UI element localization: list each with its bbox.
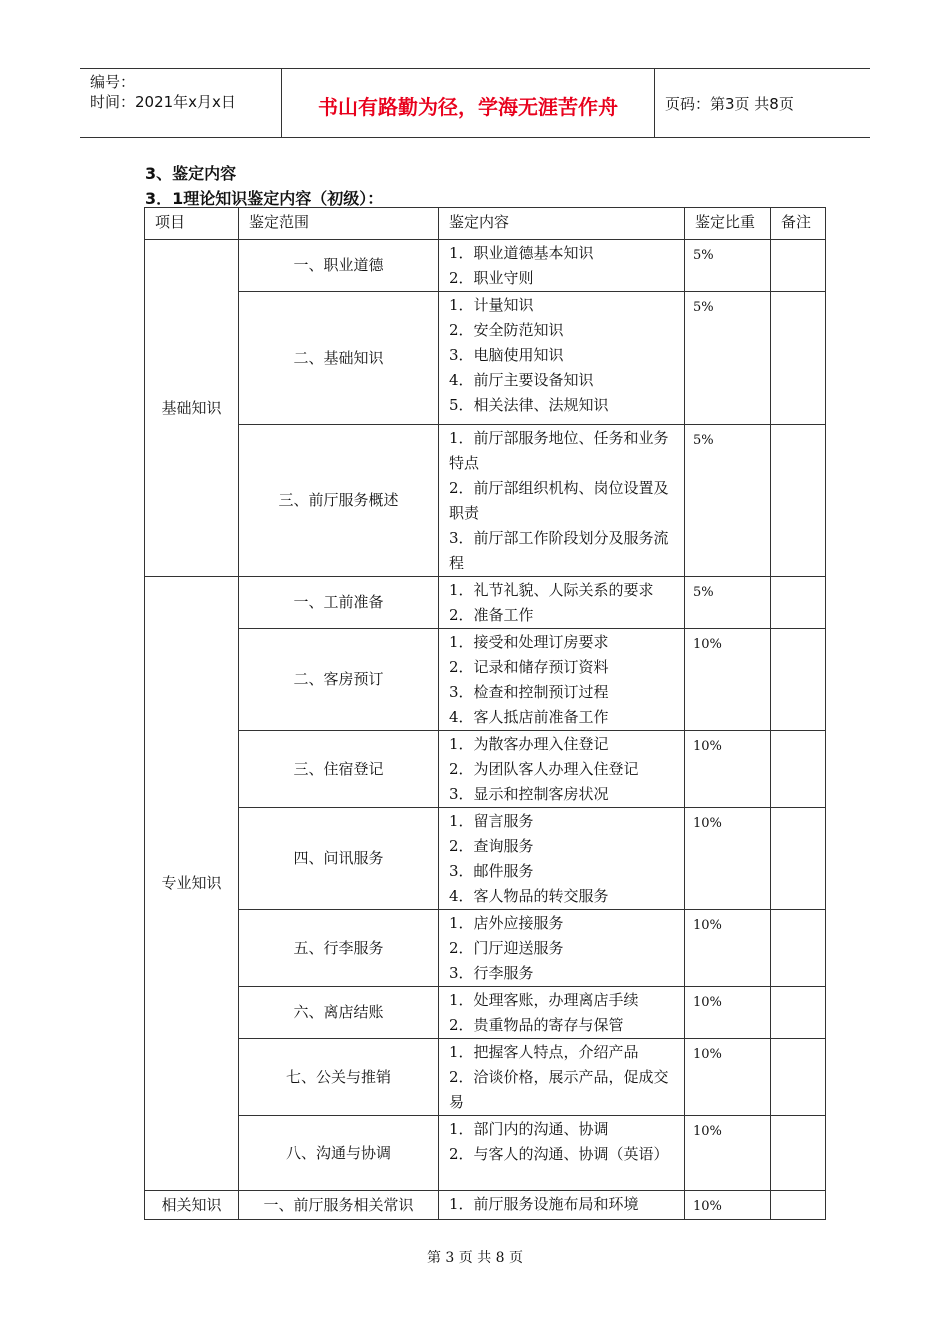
- content-line: 4．前厅主要设备知识: [449, 371, 594, 389]
- weight-cell: 10%: [685, 808, 771, 910]
- document-number-label: 编号：: [90, 73, 136, 91]
- header-page-number: 页码：第3页 共8页: [665, 95, 794, 113]
- content-line: 1．部门内的沟通、协调: [449, 1120, 609, 1138]
- content-line: 1．为散客办理入住登记: [449, 735, 609, 753]
- range-cell: 五、行李服务: [239, 910, 439, 987]
- table-row: [145, 240, 826, 292]
- content-cell: [439, 1191, 685, 1220]
- header-remarks: 备注: [771, 208, 826, 240]
- table-row: [145, 292, 826, 425]
- document-date-label: 时间：2021年x月x日: [90, 93, 236, 111]
- header-content: 鉴定内容: [439, 208, 685, 240]
- content-line: 2．职业守则: [449, 269, 534, 287]
- content-cell: [439, 240, 685, 292]
- weight-cell: 5%: [685, 292, 771, 425]
- table-header-row: [145, 208, 826, 240]
- remarks-cell: [771, 1116, 826, 1191]
- range-cell: 三、前厅服务概述: [239, 425, 439, 577]
- range-cell: 四、问讯服务: [239, 808, 439, 910]
- content-line: 3．行李服务: [449, 964, 534, 982]
- weight-cell: 10%: [685, 1039, 771, 1116]
- weight-cell: 10%: [685, 1116, 771, 1191]
- remarks-cell: [771, 731, 826, 808]
- content-line: 3．检查和控制预订过程: [449, 683, 609, 701]
- range-cell: 六、离店结账: [239, 987, 439, 1039]
- content-cell: [439, 425, 685, 577]
- content-line: 1．留言服务: [449, 812, 534, 830]
- range-cell: 一、前厅服务相关常识: [239, 1191, 439, 1220]
- table-row: [145, 910, 826, 987]
- table-row: [145, 1191, 826, 1220]
- content-line: 2．查询服务: [449, 837, 534, 855]
- weight-cell: 10%: [685, 910, 771, 987]
- table-row: [145, 808, 826, 910]
- content-line: 1．礼节礼貌、人际关系的要求: [449, 581, 654, 599]
- weight-cell: 10%: [685, 629, 771, 731]
- content-cell: [439, 292, 685, 425]
- content-line: 3．显示和控制客房状况: [449, 785, 609, 803]
- content-line: 4．客人物品的转交服务: [449, 887, 609, 905]
- remarks-cell: [771, 240, 826, 292]
- range-cell: 七、公关与推销: [239, 1039, 439, 1116]
- range-cell: 八、沟通与协调: [239, 1116, 439, 1191]
- remarks-cell: [771, 910, 826, 987]
- content-line: 1．接受和处理订房要求: [449, 633, 609, 651]
- content-line: 1．计量知识: [449, 296, 534, 314]
- content-line: 1．职业道德基本知识: [449, 244, 594, 262]
- remarks-cell: [771, 292, 826, 425]
- weight-cell: 5%: [685, 240, 771, 292]
- content-line: 3．电脑使用知识: [449, 346, 564, 364]
- content-cell: [439, 808, 685, 910]
- remarks-cell: [771, 1039, 826, 1116]
- content-line: 2．安全防范知识: [449, 321, 564, 339]
- content-line: 2．记录和储存预订资料: [449, 658, 609, 676]
- content-line: 2．与客人的沟通、协调（英语）: [449, 1145, 669, 1163]
- weight-cell: 10%: [685, 987, 771, 1039]
- content-line: 2．为团队客人办理入住登记: [449, 760, 639, 778]
- header-motto-cell: [282, 69, 655, 137]
- header-page-cell: [655, 69, 870, 137]
- table-row: [145, 577, 826, 629]
- content-cell: [439, 987, 685, 1039]
- content-line: 1．前厅部服务地位、任务和业务特点: [449, 429, 669, 472]
- table-row: [145, 1116, 826, 1191]
- content-cell: [439, 577, 685, 629]
- range-cell: 一、职业道德: [239, 240, 439, 292]
- range-cell: 二、基础知识: [239, 292, 439, 425]
- weight-cell: 5%: [685, 577, 771, 629]
- remarks-cell: [771, 425, 826, 577]
- content-cell: [439, 910, 685, 987]
- table-row: [145, 629, 826, 731]
- content-line: 1．前厅服务设施布局和环境: [449, 1195, 639, 1213]
- subsection-title: 3．1理论知识鉴定内容（初级）：: [145, 189, 384, 208]
- table-row: [145, 425, 826, 577]
- weight-cell: 10%: [685, 1191, 771, 1220]
- table-row: [145, 731, 826, 808]
- range-cell: 二、客房预订: [239, 629, 439, 731]
- remarks-cell: [771, 577, 826, 629]
- header-item: 项目: [145, 208, 239, 240]
- range-cell: 三、住宿登记: [239, 731, 439, 808]
- weight-cell: 10%: [685, 731, 771, 808]
- content-cell: [439, 1039, 685, 1116]
- assessment-table: [144, 207, 826, 1220]
- category-cell: 相关知识: [145, 1191, 239, 1220]
- content-cell: [439, 1116, 685, 1191]
- content-line: 2．门厅迎送服务: [449, 939, 564, 957]
- range-cell: 一、工前准备: [239, 577, 439, 629]
- content-line: 2．贵重物品的寄存与保管: [449, 1016, 624, 1034]
- content-line: 3．邮件服务: [449, 862, 534, 880]
- content-line: 2．前厅部组织机构、岗位设置及职责: [449, 479, 669, 522]
- page-header: [80, 68, 870, 138]
- remarks-cell: [771, 987, 826, 1039]
- content-line: 4．客人抵店前准备工作: [449, 708, 609, 726]
- remarks-cell: [771, 808, 826, 910]
- category-cell: 基础知识: [145, 240, 239, 577]
- table-row: [145, 1039, 826, 1116]
- content-line: 1．店外应接服务: [449, 914, 564, 932]
- header-info-cell: [80, 69, 282, 137]
- table-body: [145, 240, 826, 1220]
- content-line: 1．处理客账，办理离店手续: [449, 991, 639, 1009]
- page-footer: 第 3 页 共 8 页: [426, 1250, 524, 1266]
- header-motto: 书山有路勤为径，学海无涯苦作舟: [318, 95, 618, 119]
- content-line: 3．前厅部工作阶段划分及服务流程: [449, 529, 669, 572]
- content-line: 2．准备工作: [449, 606, 534, 624]
- section-title: 3、鉴定内容: [145, 164, 237, 183]
- remarks-cell: [771, 629, 826, 731]
- remarks-cell: [771, 1191, 826, 1220]
- header-weight: 鉴定比重: [685, 208, 771, 240]
- content-line: 5．相关法律、法规知识: [449, 396, 609, 414]
- content-line: 1．把握客人特点，介绍产品: [449, 1043, 639, 1061]
- header-range: 鉴定范围: [239, 208, 439, 240]
- content-cell: [439, 731, 685, 808]
- content-cell: [439, 629, 685, 731]
- category-cell: 专业知识: [145, 577, 239, 1191]
- content-line: 2．洽谈价格，展示产品，促成交易: [449, 1068, 669, 1111]
- weight-cell: 5%: [685, 425, 771, 577]
- table-row: [145, 987, 826, 1039]
